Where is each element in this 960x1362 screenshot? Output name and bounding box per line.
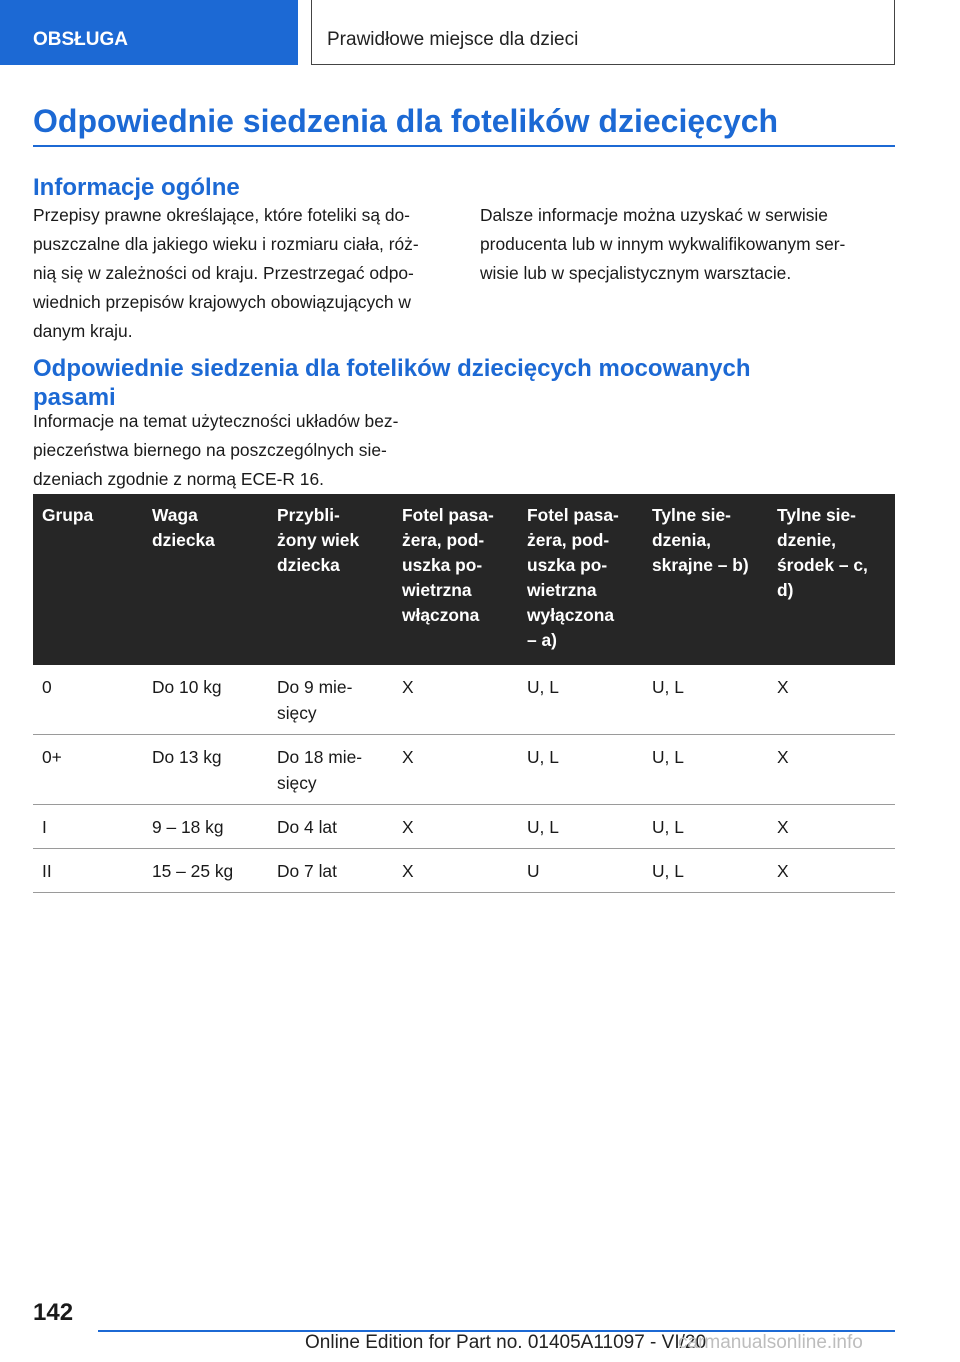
table-cell: U, L <box>643 805 768 849</box>
belted-seats-heading: Odpowiednie siedzenia dla fotelików dziecięcych mocowanych pasami <box>33 355 751 411</box>
section-tab: OBSŁUGA <box>0 0 298 65</box>
table-cell: U, L <box>643 665 768 735</box>
table-cell: U, L <box>643 849 768 893</box>
table-cell: Do 7 lat <box>268 849 393 893</box>
col-header-front-airbag-on: Fotel pasa‐ żera, pod‐ uszka po‐ wietrzna włączona <box>393 494 518 665</box>
table-cell: X <box>393 849 518 893</box>
table-row <box>33 849 895 893</box>
table-cell: X <box>768 849 895 893</box>
table-cell: X <box>393 735 518 805</box>
table-cell: X <box>768 735 895 805</box>
table-cell: Do 10 kg <box>143 665 268 735</box>
watermark-text: carmanualsonline.info <box>678 1332 863 1353</box>
table-cell: U, L <box>518 665 643 735</box>
table-cell: U, L <box>643 735 768 805</box>
table-cell: Do 18 mie‐ sięcy <box>268 735 393 805</box>
table-cell: U, L <box>518 805 643 849</box>
col-header-front-airbag-off: Fotel pasa‐ żera, pod‐ uszka po‐ wietrzna wyłączona – a) <box>518 494 643 665</box>
edition-text: Online Edition for Part no. 01405A11097 - VI/20 <box>305 1332 707 1353</box>
page-number: 142 <box>33 1299 74 1326</box>
child-seat-suitability-table <box>33 494 895 893</box>
table-row <box>33 805 895 849</box>
table-cell: Do 13 kg <box>143 735 268 805</box>
table-cell: X <box>393 805 518 849</box>
table-cell: X <box>768 665 895 735</box>
chapter-title: Prawidłowe miejsce dla dzieci <box>311 0 895 65</box>
table-cell: U <box>518 849 643 893</box>
table-cell: 0+ <box>33 735 143 805</box>
general-info-left-text: Przepisy prawne określające, które foteliki są do‐ puszczalne dla jakiego wieku i rozmiaru ciała, róż‐ nią się w zależności od kraju. Przestrzegać odpo‐ wiednich przepisów krajowych obowiązujących w danym kraju. <box>33 205 419 341</box>
table-cell: I <box>33 805 143 849</box>
table-cell: Do 4 lat <box>268 805 393 849</box>
table-cell: 0 <box>33 665 143 735</box>
title-divider <box>33 145 895 147</box>
col-header-age: Przybli‐ żony wiek dziecka <box>268 494 393 665</box>
general-info-right-text: Dalsze informacje można uzyskać w serwisie producenta lub w innym wykwalifikowanym ser‐ wisie lub w specjalistycznym warsztacie. <box>480 205 846 283</box>
page-title: Odpowiednie siedzenia dla fotelików dziecięcych <box>33 103 779 139</box>
col-header-rear-middle: Tylne sie‐ dzenie, środek – c, d) <box>768 494 895 665</box>
table-cell: II <box>33 849 143 893</box>
table-row <box>33 735 895 805</box>
table-cell: 15 – 25 kg <box>143 849 268 893</box>
col-header-rear-outer: Tylne sie‐ dzenia, skrajne – b) <box>643 494 768 665</box>
belted-seats-intro: Informacje na temat użyteczności układów bez‐ pieczeństwa biernego na poszczególnych sie‐ dzeniach zgodnie z normą ECE-R 16. <box>33 411 399 489</box>
table-header-row <box>33 494 895 665</box>
table-cell: X <box>393 665 518 735</box>
table-cell: X <box>768 805 895 849</box>
table-cell: U, L <box>518 735 643 805</box>
table-cell: 9 – 18 kg <box>143 805 268 849</box>
col-header-group: Grupa <box>33 494 143 665</box>
table-row <box>33 665 895 735</box>
table-cell: Do 9 mie‐ sięcy <box>268 665 393 735</box>
col-header-weight: Waga dziecka <box>143 494 268 665</box>
general-info-heading: Informacje ogólne <box>33 174 240 201</box>
